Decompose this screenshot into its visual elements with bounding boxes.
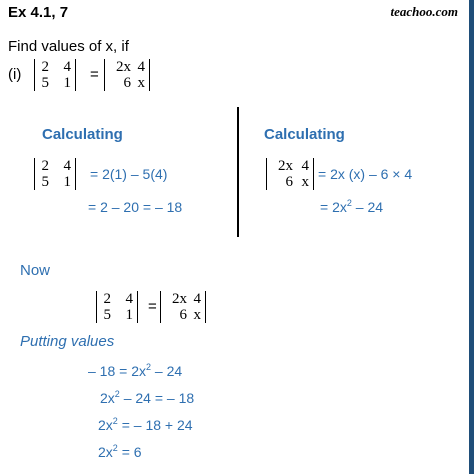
step-2 — [100, 390, 194, 406]
left-calculating-heading: Calculating — [42, 126, 123, 143]
slide-scrollbar[interactable] — [469, 0, 474, 474]
det-entry: 6 — [123, 75, 131, 91]
left-calc-line1: = 2(1) – 5(4) — [90, 166, 168, 182]
text-part: – 24 = – 18 — [119, 390, 195, 406]
step-3 — [98, 417, 193, 433]
det-entry: 5 — [103, 307, 111, 323]
det-entry: 1 — [63, 75, 71, 91]
brand-logo: teachoo.com — [390, 4, 458, 19]
left-panel-determinant — [34, 158, 76, 190]
question-text: Find values of x, if — [8, 38, 129, 55]
det-entry: 2x — [278, 158, 293, 174]
left-calc-line2: = 2 – 20 = – 18 — [88, 199, 183, 215]
det-entry: 6 — [285, 174, 293, 190]
step-1 — [88, 363, 182, 379]
question-right-determinant — [104, 59, 150, 91]
now-label: Now — [20, 262, 51, 279]
now-left-determinant — [96, 291, 138, 323]
text-part: = 6 — [117, 444, 142, 460]
det-entry: x — [137, 75, 145, 91]
text-part: 2x — [98, 444, 113, 460]
det-entry: 1 — [125, 307, 133, 323]
right-calc-line2 — [320, 199, 383, 215]
text-part: = 2x — [320, 199, 347, 215]
exponent: 2 — [112, 416, 118, 426]
det-entry: 2 — [41, 59, 49, 75]
text-part: – 24 — [351, 199, 384, 215]
exponent: 2 — [146, 362, 152, 372]
exponent: 2 — [112, 443, 118, 453]
now-right-determinant — [160, 291, 206, 323]
right-panel-determinant — [266, 158, 314, 190]
equals-sign: = — [148, 298, 157, 315]
det-entry: x — [301, 174, 309, 190]
text-part: = – 18 + 24 — [117, 417, 193, 433]
exponent: 2 — [114, 389, 120, 399]
det-entry: 4 — [63, 59, 71, 75]
text-part: – 24 — [151, 363, 183, 379]
det-entry: 1 — [63, 174, 71, 190]
det-entry: 4 — [137, 59, 145, 75]
det-entry: 5 — [41, 174, 49, 190]
text-part: 2x — [98, 417, 113, 433]
det-entry: 4 — [193, 291, 201, 307]
exponent: 2 — [346, 198, 352, 208]
text-part: – 18 = 2x — [88, 363, 146, 379]
det-entry: 2 — [103, 291, 111, 307]
det-entry: 4 — [125, 291, 133, 307]
det-entry: 6 — [179, 307, 187, 323]
det-entry: 2 — [41, 158, 49, 174]
right-calc-line1: = 2x (x) – 6 × 4 — [318, 166, 413, 182]
det-entry: 2x — [116, 59, 131, 75]
det-entry: 2x — [172, 291, 187, 307]
det-entry: 4 — [63, 158, 71, 174]
part-label: (i) — [8, 66, 22, 83]
question-left-determinant — [34, 59, 76, 91]
panel-divider — [237, 107, 239, 237]
text-part: 2x — [100, 390, 115, 406]
det-entry: x — [193, 307, 201, 323]
putting-values-label: Putting values — [20, 333, 115, 350]
equals-sign: = — [90, 66, 99, 83]
det-entry: 5 — [41, 75, 49, 91]
exercise-title: Ex 4.1, 7 — [8, 4, 69, 21]
right-calculating-heading: Calculating — [264, 126, 345, 143]
det-entry: 4 — [301, 158, 309, 174]
step-4 — [98, 444, 142, 460]
